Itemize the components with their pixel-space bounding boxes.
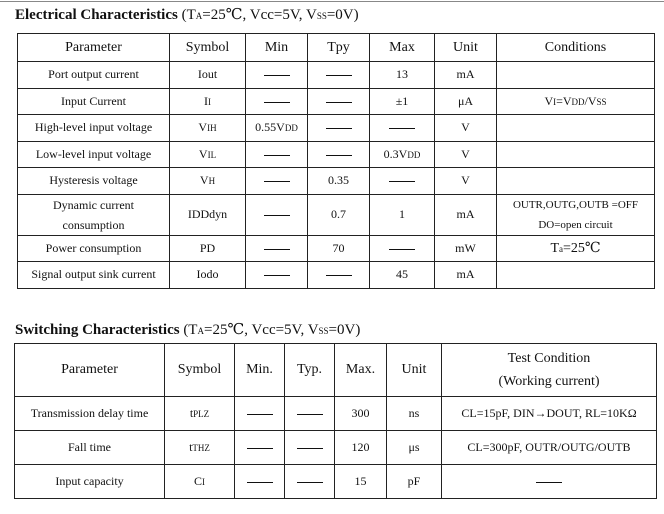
cell-unit: μs xyxy=(387,431,442,465)
header-min: Min. xyxy=(235,344,285,397)
cell-min xyxy=(235,465,285,499)
cell-max xyxy=(370,235,435,262)
table-row xyxy=(18,168,655,195)
cell-typ xyxy=(308,88,370,115)
dash-mark xyxy=(264,102,290,103)
dash-mark xyxy=(264,75,290,76)
cell-typ xyxy=(285,465,335,499)
cell-symbol xyxy=(165,397,235,431)
cell-condition xyxy=(497,262,655,289)
table-row xyxy=(18,262,655,289)
table-row xyxy=(15,465,657,499)
symbol-main: C xyxy=(193,474,202,488)
cell-typ xyxy=(308,262,370,289)
cell-min xyxy=(246,141,308,168)
parameter-line: consumption xyxy=(62,217,125,232)
header-unit: Unit xyxy=(435,34,497,62)
dash-mark xyxy=(326,155,352,156)
symbol-sub: IL xyxy=(207,149,217,160)
cell-condition xyxy=(497,88,655,115)
cell-symbol: IDDdyn xyxy=(170,194,246,235)
cell-symbol xyxy=(165,465,235,499)
cond-part: =V xyxy=(556,93,572,108)
header-typ: Tpy xyxy=(308,34,370,62)
cell-max: 15 xyxy=(335,465,387,499)
cell-typ xyxy=(308,141,370,168)
header-row xyxy=(15,344,657,397)
cond-part: T xyxy=(550,240,559,256)
cond-text: (T xyxy=(177,7,196,23)
symbol-main: V xyxy=(198,146,208,161)
cell-typ: 0.35 xyxy=(308,168,370,195)
section-title-text: Electrical Characteristics xyxy=(15,7,178,23)
cell-typ xyxy=(285,397,335,431)
table-row xyxy=(15,397,657,431)
header-conditions: Conditions xyxy=(497,34,655,62)
symbol-main: I xyxy=(204,93,208,108)
symbol-sub: H xyxy=(208,176,216,187)
dash-mark xyxy=(297,448,323,449)
symbol-main: t xyxy=(189,440,193,454)
cell-parameter: Transmission delay time xyxy=(15,397,165,431)
cell-condition xyxy=(497,168,655,195)
cell-min xyxy=(246,62,308,89)
section-title-text: Switching Characteristics xyxy=(15,322,180,338)
cell-min xyxy=(246,168,308,195)
cell-min xyxy=(246,88,308,115)
switching-characteristics-table xyxy=(14,343,657,499)
cell-symbol: Iodo xyxy=(170,262,246,289)
header-row xyxy=(18,34,655,62)
symbol-sub: PLZ xyxy=(193,409,210,419)
dash-mark xyxy=(326,128,352,129)
cond-text: =0V) xyxy=(328,322,361,338)
cell-typ xyxy=(308,62,370,89)
cell-unit: μA xyxy=(435,88,497,115)
cell-typ xyxy=(285,431,335,465)
cell-typ xyxy=(308,115,370,142)
cell-unit: mA xyxy=(435,262,497,289)
dash-mark xyxy=(247,448,273,449)
header-max: Max. xyxy=(335,344,387,397)
table-row xyxy=(18,235,655,262)
cell-unit: V xyxy=(435,115,497,142)
cell-parameter: Input Current xyxy=(18,88,170,115)
test-condition-line: Test Condition xyxy=(507,351,591,366)
cell-symbol xyxy=(170,115,246,142)
cell-min xyxy=(235,431,285,465)
cell-max xyxy=(370,115,435,142)
cell-unit: pF xyxy=(387,465,442,499)
header-unit: Unit xyxy=(387,344,442,397)
cell-max: 300 xyxy=(335,397,387,431)
cell-max xyxy=(370,141,435,168)
header-parameter: Parameter xyxy=(15,344,165,397)
header-symbol: Symbol xyxy=(170,34,246,62)
max-main: 0.3V xyxy=(383,146,408,161)
cell-symbol xyxy=(170,141,246,168)
condition-line: OUTR,OUTG,OUTB =OFF xyxy=(512,198,639,211)
cell-max xyxy=(370,168,435,195)
cond-text: =25℃, Vcc=5V, V xyxy=(202,7,317,23)
cond-text: (T xyxy=(179,322,198,338)
cell-symbol xyxy=(165,431,235,465)
cell-min xyxy=(246,262,308,289)
cond-sub: SS xyxy=(316,11,327,21)
cond-text: =0V) xyxy=(326,7,359,23)
dash-mark xyxy=(326,102,352,103)
cell-min xyxy=(246,235,308,262)
switching-characteristics-title xyxy=(15,320,360,339)
cond-part: /V xyxy=(584,93,597,108)
symbol-sub: I xyxy=(202,477,205,487)
table-row xyxy=(18,115,655,142)
table-row xyxy=(15,431,657,465)
cell-condition xyxy=(497,62,655,89)
table-row xyxy=(18,141,655,168)
header-test-condition xyxy=(442,344,657,397)
cell-condition: CL=300pF, OUTR/OUTG/OUTB xyxy=(442,431,657,465)
cell-min xyxy=(235,397,285,431)
header-typ: Typ. xyxy=(285,344,335,397)
cond-part: =25℃ xyxy=(563,240,601,256)
cell-min xyxy=(246,194,308,235)
cell-parameter: Port output current xyxy=(18,62,170,89)
header-symbol: Symbol xyxy=(165,344,235,397)
test-condition-line: (Working current) xyxy=(498,374,600,389)
table-row xyxy=(18,62,655,89)
cell-condition xyxy=(497,194,655,235)
header-min: Min xyxy=(246,34,308,62)
dash-mark xyxy=(247,482,273,483)
cell-parameter xyxy=(18,194,170,235)
parameter-line: Dynamic current xyxy=(53,197,134,212)
cell-max: 1 xyxy=(370,194,435,235)
dash-mark xyxy=(247,414,273,415)
cell-parameter: Input capacity xyxy=(15,465,165,499)
cell-unit: V xyxy=(435,141,497,168)
cell-max: 45 xyxy=(370,262,435,289)
cond-sub: A xyxy=(195,11,203,21)
cell-max: 13 xyxy=(370,62,435,89)
dash-mark xyxy=(264,215,290,216)
cell-parameter: Fall time xyxy=(15,431,165,465)
cell-parameter: Hysteresis voltage xyxy=(18,168,170,195)
cell-symbol: PD xyxy=(170,235,246,262)
cell-symbol: Iout xyxy=(170,62,246,89)
electrical-characteristics-table xyxy=(17,33,655,289)
cell-symbol xyxy=(170,88,246,115)
cell-max: 120 xyxy=(335,431,387,465)
cell-condition: CL=15pF, DIN→DOUT, RL=10KΩ xyxy=(442,397,657,431)
cell-parameter: High-level input voltage xyxy=(18,115,170,142)
cell-typ: 0.7 xyxy=(308,194,370,235)
cond-sub: SS xyxy=(596,96,607,107)
cell-condition xyxy=(442,465,657,499)
cell-condition xyxy=(497,141,655,168)
table-row xyxy=(18,88,655,115)
cond-sub: A xyxy=(197,326,204,336)
cond-sub: I xyxy=(553,96,557,107)
min-sub: DD xyxy=(284,123,298,134)
cond-sub: a xyxy=(559,243,563,254)
cell-unit: mA xyxy=(435,62,497,89)
dash-mark xyxy=(264,275,290,276)
top-rule xyxy=(0,1,664,2)
symbol-main: V xyxy=(199,173,209,188)
dash-mark xyxy=(389,249,415,250)
symbol-sub: IH xyxy=(207,123,217,134)
dash-mark xyxy=(389,181,415,182)
symbol-main: t xyxy=(189,406,194,420)
max-sub: DD xyxy=(407,149,421,160)
dash-mark xyxy=(264,181,290,182)
dash-mark xyxy=(326,75,352,76)
symbol-sub: I xyxy=(208,96,211,107)
header-max: Max xyxy=(370,34,435,62)
symbol-main: V xyxy=(198,120,208,135)
cell-min xyxy=(246,115,308,142)
condition-line: DO=open circuit xyxy=(538,218,613,231)
dash-mark xyxy=(297,482,323,483)
dash-mark xyxy=(297,414,323,415)
cell-unit: ns xyxy=(387,397,442,431)
dash-mark xyxy=(536,482,562,483)
dash-mark xyxy=(264,249,290,250)
cond-sub: DD xyxy=(571,96,585,107)
dash-mark xyxy=(389,128,415,129)
electrical-characteristics-title xyxy=(15,5,359,24)
cond-part: V xyxy=(544,93,554,108)
cell-condition xyxy=(497,235,655,262)
cell-parameter: Low-level input voltage xyxy=(18,141,170,168)
cell-typ: 70 xyxy=(308,235,370,262)
cell-unit: mA xyxy=(435,194,497,235)
cond-text: =25℃, Vcc=5V, V xyxy=(203,322,319,338)
cell-unit: mW xyxy=(435,235,497,262)
cell-parameter: Power consumption xyxy=(18,235,170,262)
symbol-sub: THZ xyxy=(192,443,210,453)
table-row xyxy=(18,194,655,235)
min-main: 0.55V xyxy=(255,120,285,135)
cell-unit: V xyxy=(435,168,497,195)
dash-mark xyxy=(264,155,290,156)
dash-mark xyxy=(326,275,352,276)
cell-parameter: Signal output sink current xyxy=(18,262,170,289)
cell-condition xyxy=(497,115,655,142)
cell-symbol xyxy=(170,168,246,195)
header-parameter: Parameter xyxy=(18,34,170,62)
cell-max: ±1 xyxy=(370,88,435,115)
cond-sub: SS xyxy=(318,326,329,336)
